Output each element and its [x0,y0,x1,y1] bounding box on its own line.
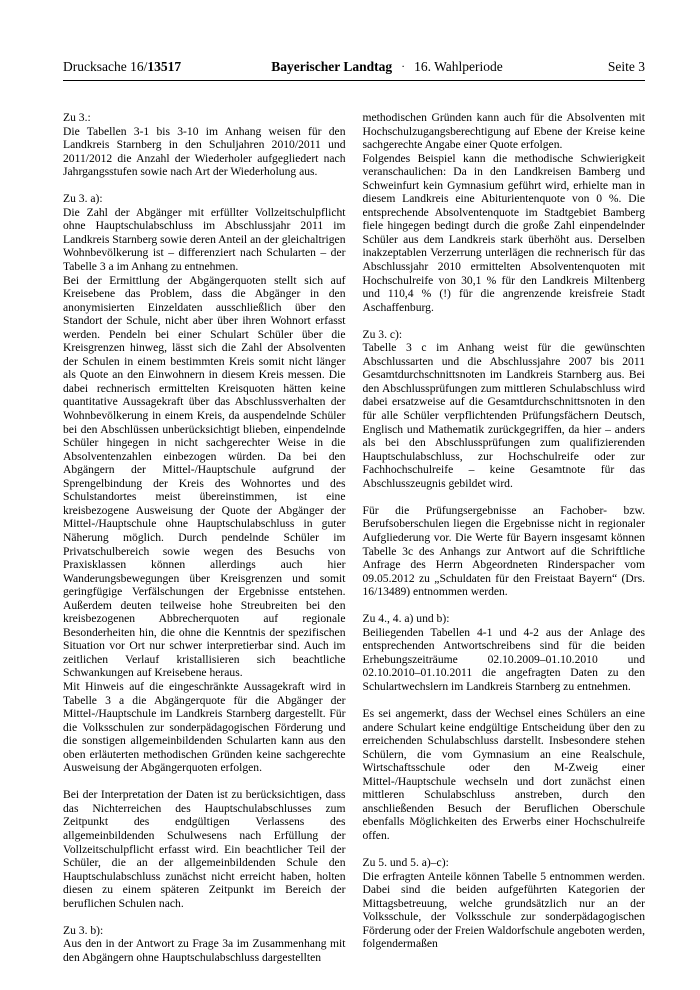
paragraph: methodischen Gründen kann auch für die Absolventen mit Hochschulzugangsberechtigung auf Ebene der Kreise keine sachgerechte Angabe einer Quote erfolgen. [362,111,645,152]
section-heading: Zu 3.: [63,111,91,124]
left-column [63,111,346,964]
paragraph-gap [363,314,646,328]
paragraph-gap [63,910,346,924]
paragraph-gap [63,179,346,193]
paragraph-gap [363,599,646,613]
paragraph: Aus den in der Antwort zu Frage 3a im Zusammenhang mit den Abgängern ohne Hauptschulabschluss dargestellten [63,937,346,964]
paragraph: Für die Prüfungsergebnisse an Fachober- bzw. Berufsoberschulen liegen die Ergebnisse nicht in regionaler Aufgliederung vor. Die Werte für Bayern insgesamt können Tabelle 3c des Anhangs zur Antwort auf die Schriftliche Anfrage des Herrn Abgeordneten Rinderspacher vom 09.05.2012 zu „Schuldaten für den Freistaat Bayern“ (Drs. 16/13489) entnommen werden. [362,503,645,599]
paragraph-gap [363,694,646,708]
paragraph: Folgendes Beispiel kann die methodische Schwierigkeit veranschaulichen: Da in den Landkreisen Bamberg und Schweinfurt kein Gymnasium geführt wird, erhielte man in diesem Landkreis eine Abiturientenquote von 0 %. Die entsprechende Absolventenquote im Stadtgebiet Bamberg fiele hingegen bedingt durch die große Zahl einpendelnder Schüler aus dem Landkreis stark überhöht aus. Derselben inakzeptablen Verzerrung unterlägen die rechnerisch für das Abschlussjahr 2010 ermittelten Absolventenquoten mit Hochschulreife von 30,1 % für den Landkreis Miltenberg und 110,4 % (!) für die angrenzende kreisfreie Stadt Aschaffenburg. [362,151,645,314]
parliament-title: Bayerischer Landtag [271,59,393,74]
paragraph: Tabelle 3 c im Anhang weist für die gewünschten Abschlussarten und die Abschlussjahre 2007 bis 2011 Gesamtdurchschnittsnoten im Landkreis Starnberg aus. Bei den Abschlussprüfungen zum mittleren Schulabschluss wird dabei ersatzweise auf die Gesamtdurchschnittsnoten in den für alle Schüler verpflichtenden Prüfungsfächern Deutsch, Englisch und Mathematik zurückgegriffen, da hier – anders als bei den Abschlussprüfungen zum qualifizierenden Hauptschulabschluss, zur Hochschulreife oder zur Fachhochschulreife – keine Gesamtnote für das Abschlusszeugnis gebildet wird. [362,341,645,490]
paragraph: Bei der Interpretation der Daten ist zu berücksichtigen, dass das Nichterreichen des Hauptschulabschlusses zum Zeitpunkt des endgültigen Verlassens des allgemeinbildenden Schulwesens nach Erfüllung der Vollzeitschulpflicht erfasst wird. Ein beachtlicher Teil der Schüler, die an der allgemeinbildenden Schule den Hauptschulabschluss zunächst nicht erreicht haben, holten diesen zu einem späteren Zeitpunkt im Bereich der beruflichen Schulen nach. [63,788,346,910]
right-column [363,111,646,964]
section-heading: Zu 5. und 5. a)–c): [362,856,449,870]
paragraph: Bei der Ermittlung der Abgängerquoten stellt sich auf Kreisebene das Problem, dass die Abgänger in den anonymisierten Einzeldaten ausschließlich über den Standort der Schule, nicht aber über ihren Wohnort erfasst werden. Pendeln bei einer Schulart Schüler über die Kreisgrenzen hinweg, lässt sich die Zahl der Absolventen der Schulen in einem bestimmten Kreis somit nicht länger als Quote an den Einwohnern in diesem Kreis messen. Die dabei rechnerisch ermittelten Kreisquoten hätten keine quantitative Aussagekraft über das Abschlussverhalten der Wohnbevölkerung in einem Kreis, da auspendelnde Schüler bei den Abschlüssen unberücksichtigt blieben, einpendelnde Schüler hingegen in nicht sachgerechter Weise in die Absolventenzahlen einbezogen würden. Da bei den Abgängern der Mittel-/Hauptschule aufgrund der Sprengelbindung der Kreis des Wohnortes und des Schulstandortes meist übereinstimmen, ist eine kreisbezogene Ausweisung der Quote der Abgänger der Mittel-/Hauptschule ohne Hauptschulabschluss in guter Näherung möglich. Durch pendelnde Schüler im Privatschulbereich sowie wegen des Besuchs von Praxisklassen können allerdings auch hier Wanderungsbewegungen über Kreisgrenzen und somit geringfügige Verfälschungen der Ergebnisse entstehen. Außerdem deuten teilweise hohe Streubreiten bei den kreisbezogenen Abbrecherquoten auf regionale Besonderheiten hin, die ohne die Kenntnis der spezifischen Situation vor Ort nur schwer interpretierbar sind. Auch im zeitlichen Verlauf kristallisieren sich beachtliche Schwankungen auf Kreisebene heraus. [63,273,346,680]
document-number-label: Drucksache 16/ [63,59,148,74]
paragraph: Die Tabellen 3-1 bis 3-10 im Anhang weisen für den Landkreis Starnberg in den Schuljahren 2010/2011 und 2011/2012 die Anzahl der Wiederholer aufgegliedert nach Jahrgangsstufen sowie nach Art der Wiederholung aus. [63,124,346,179]
page-number: Seite 3 [607,59,646,74]
section-heading: Zu 3. b): [63,923,104,937]
document-number-value: 13517 [147,59,182,74]
document-number [63,59,238,74]
paragraph-gap [363,843,646,857]
header-title-group [271,59,503,75]
section-heading: Zu 3. a): [63,192,103,206]
paragraph-gap [63,775,346,789]
paragraph: Beiliegenden Tabellen 4-1 und 4-2 aus der Anlage des entsprechenden Antwortschreibens sind für die beiden Erhebungszeiträume 02.10.2009–01.10.2010 und 02.10.2010–01.10.2011 die angefragten Daten zu den Schulartwechslern im Landkreis Starnberg zu entnehmen. [362,625,645,693]
section-heading: Zu 4., 4. a) und b): [362,612,450,626]
legislative-period: 16. Wahlperiode [414,59,503,74]
paragraph: Mit Hinweis auf die eingeschränkte Aussagekraft wird in Tabelle 3 a die Abgängerquote für die Abgänger der Mittel-/Hauptschule im Landkreis Starnberg dargestellt. Für die Volksschulen zur sonderpädagogischen Förderung und die sonstigen allgemeinbildenden Schularten kann aus den oben erläuterten methodischen Gründen keine sachgerechte Ausweisung der Abgängerquoten erfolgen. [63,679,346,775]
paragraph-gap [363,490,646,504]
header-separator-dot: · [401,59,406,73]
paragraph: Die erfragten Anteile können Tabelle 5 entnommen werden. Dabei sind die beiden aufgeführten Kategorien der Mittagsbetreuung, welche grundsätzlich nur an der Volksschule, der Volksschule zur sonderpädagogischen Förderung oder der Freien Waldorfschule angeboten werden, folgendermaßen [362,869,645,951]
section-heading: Zu 3. c): [362,327,403,341]
document-body [63,111,645,964]
paragraph: Es sei angemerkt, dass der Wechsel eines Schülers an eine andere Schulart keine endgültige Entscheidung über den zu erreichenden Schulabschluss darstellt. Insbesondere stehen Schülern, die vom Gymnasium an eine Realschule, Wirtschaftsschule oder den M-Zweig einer Mittel-/Hauptschule wechseln und dort zunächst einen mittleren Schulabschluss anstreben, durch den anschließenden Besuch der Beruflichen Oberschule ebenfalls Möglichkeiten des Erwerbs einer Hochschulreife offen. [362,707,645,842]
paragraph: Die Zahl der Abgänger mit erfüllter Vollzeitschulpflicht ohne Hauptschulabschluss im Abschlussjahr 2011 im Landkreis Starnberg sowie deren Anteil an der gleichaltrigen Wohnbevölkerung ist – differenziert nach Schularten – der Tabelle 3 a im Anhang zu entnehmen. [63,205,346,274]
page-header [63,59,645,81]
